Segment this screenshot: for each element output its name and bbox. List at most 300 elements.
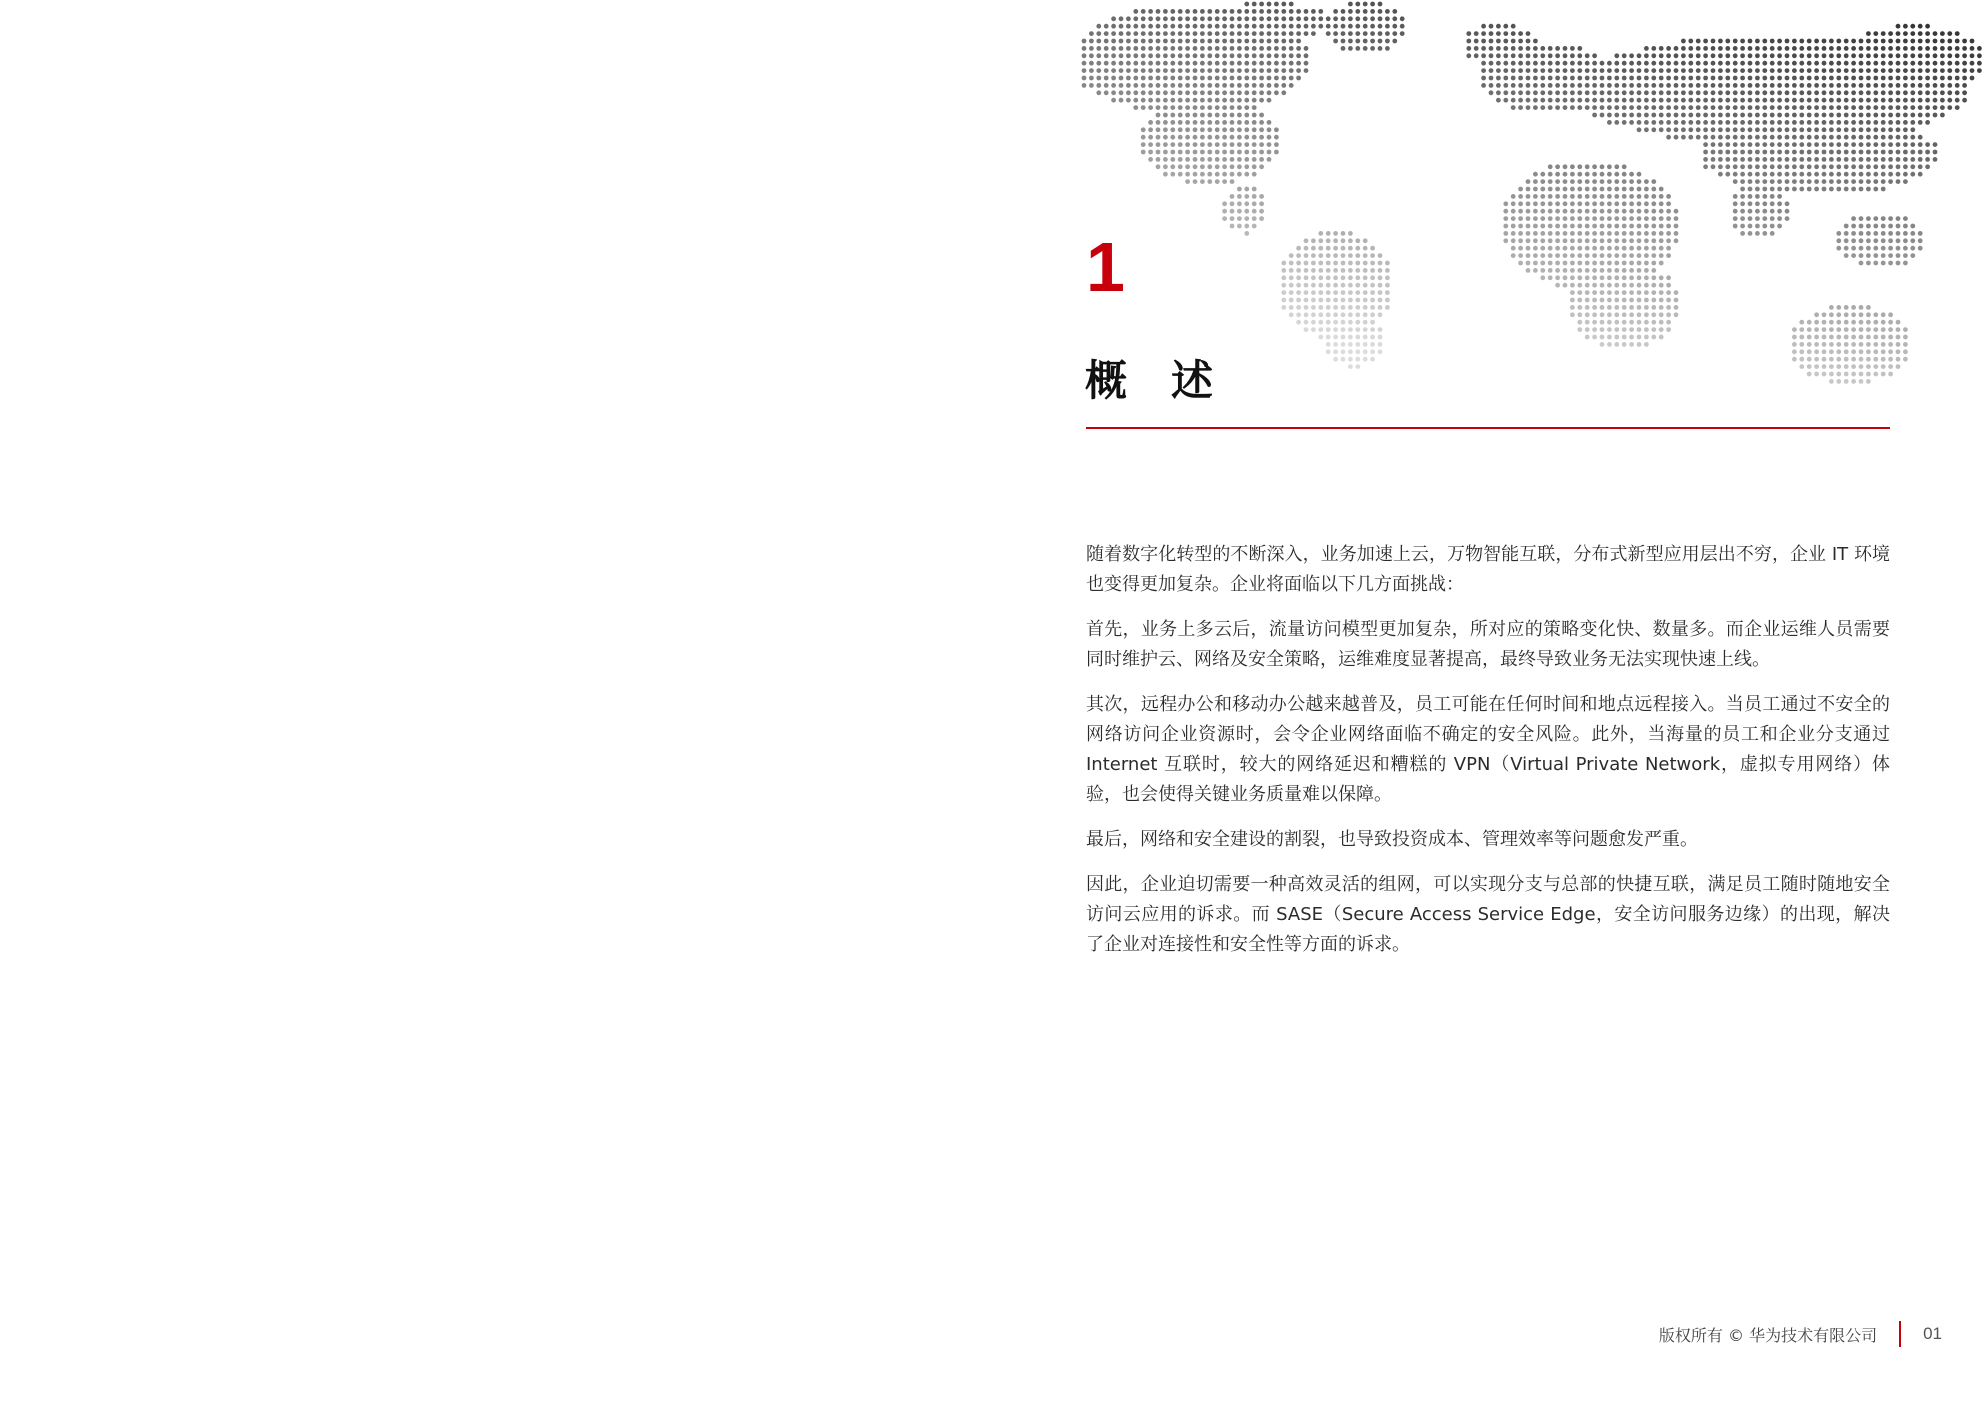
map-dot [1200, 24, 1205, 29]
map-dot [1851, 246, 1856, 251]
map-dot [1614, 290, 1619, 295]
map-dot [1674, 290, 1679, 295]
map-dot [1341, 238, 1346, 243]
map-dot [1096, 68, 1101, 73]
map-dot [1104, 68, 1109, 73]
map-dot [1304, 253, 1309, 258]
map-dot [1888, 335, 1893, 340]
map-dot [1237, 105, 1242, 110]
map-dot [1548, 253, 1553, 258]
map-dot [1577, 90, 1582, 95]
map-dot [1910, 157, 1915, 162]
map-dot [1526, 224, 1531, 229]
map-dot [1370, 39, 1375, 44]
map-dot [1622, 179, 1627, 184]
map-dot [1563, 105, 1568, 110]
map-dot [1829, 335, 1834, 340]
map-dot [1851, 76, 1856, 81]
map-dot [1378, 261, 1383, 266]
map-dot [1222, 120, 1227, 125]
map-dot [1592, 90, 1597, 95]
map-dot [1770, 76, 1775, 81]
map-dot [1592, 201, 1597, 206]
map-dot [1896, 83, 1901, 88]
paragraph: 首先，业务上多云后，流量访问模型更加复杂，所对应的策略变化快、数量多。而企业运维人员需要同时维护云、网络及安全策略，运维难度显著提高，最终导致业务无法实现快速上线。 [1086, 619, 1890, 670]
map-dot [1207, 16, 1212, 21]
map-dot [1141, 9, 1146, 14]
map-dot [1718, 120, 1723, 125]
map-dot [1822, 312, 1827, 317]
map-dot [1267, 2, 1272, 7]
map-dot [1281, 290, 1286, 295]
map-dot [1540, 238, 1545, 243]
map-dot [1540, 53, 1545, 58]
map-dot [1933, 157, 1938, 162]
map-dot [1555, 231, 1560, 236]
map-dot [1770, 172, 1775, 177]
map-dot [1296, 268, 1301, 273]
map-dot [1244, 90, 1249, 95]
map-dot [1681, 135, 1686, 140]
map-dot [1888, 312, 1893, 317]
map-dot [1230, 142, 1235, 147]
map-dot [1733, 61, 1738, 66]
map-dot [1622, 246, 1627, 251]
map-dot [1378, 253, 1383, 258]
map-dot [1533, 209, 1538, 214]
map-dot [1910, 135, 1915, 140]
map-dot [1622, 261, 1627, 266]
map-dot [1918, 164, 1923, 169]
map-dot [1318, 320, 1323, 325]
map-dot [1252, 53, 1257, 58]
map-dot [1674, 120, 1679, 125]
map-dot [1170, 157, 1175, 162]
map-dot [1873, 364, 1878, 369]
map-dot [1637, 327, 1642, 332]
map-dot [1230, 16, 1235, 21]
map-dot [1570, 305, 1575, 310]
map-dot [1881, 127, 1886, 132]
map-dot [1644, 320, 1649, 325]
map-dot [1496, 68, 1501, 73]
map-dot [1888, 61, 1893, 66]
map-dot [1259, 120, 1264, 125]
map-dot [1859, 142, 1864, 147]
map-dot [1244, 24, 1249, 29]
map-dot [1651, 327, 1656, 332]
map-dot [1333, 312, 1338, 317]
map-dot [1200, 142, 1205, 147]
map-dot [1851, 135, 1856, 140]
map-dot [1859, 90, 1864, 95]
map-dot [1903, 224, 1908, 229]
map-dot [1363, 335, 1368, 340]
map-dot [1622, 298, 1627, 303]
map-dot [1933, 76, 1938, 81]
map-dot [1156, 150, 1161, 155]
map-dot [1178, 120, 1183, 125]
map-dot [1185, 142, 1190, 147]
map-dot [1755, 150, 1760, 155]
map-dot [1355, 46, 1360, 51]
map-dot [1607, 187, 1612, 192]
map-dot [1629, 187, 1634, 192]
map-dot [1163, 83, 1168, 88]
map-dot [1244, 98, 1249, 103]
map-dot [1644, 127, 1649, 132]
map-dot [1252, 142, 1257, 147]
map-dot [1777, 157, 1782, 162]
map-dot [1718, 157, 1723, 162]
map-dot [1237, 31, 1242, 36]
map-dot [1792, 120, 1797, 125]
map-dot [1844, 224, 1849, 229]
map-dot [1622, 283, 1627, 288]
map-dot [1644, 261, 1649, 266]
map-dot [1740, 90, 1745, 95]
map-dot [1859, 246, 1864, 251]
map-dot [1637, 201, 1642, 206]
map-dot [1222, 61, 1227, 66]
map-dot [1600, 335, 1605, 340]
map-dot [1666, 53, 1671, 58]
map-dot [1859, 113, 1864, 118]
map-dot [1230, 179, 1235, 184]
map-dot [1370, 46, 1375, 51]
map-dot [1222, 209, 1227, 214]
map-dot [1548, 46, 1553, 51]
map-dot [1903, 53, 1908, 58]
map-dot [1896, 261, 1901, 266]
map-dot [1148, 68, 1153, 73]
map-dot [1799, 39, 1804, 44]
map-dot [1281, 2, 1286, 7]
map-dot [1518, 231, 1523, 236]
map-dot [1200, 61, 1205, 66]
map-dot [1688, 120, 1693, 125]
map-dot [1696, 98, 1701, 103]
map-dot [1762, 209, 1767, 214]
map-dot [1836, 98, 1841, 103]
map-dot [1207, 9, 1212, 14]
map-dot [1200, 98, 1205, 103]
map-dot [1141, 31, 1146, 36]
map-dot [1836, 231, 1841, 236]
map-dot [1896, 342, 1901, 347]
map-dot [1577, 61, 1582, 66]
map-dot [1933, 83, 1938, 88]
map-dot [1311, 298, 1316, 303]
map-dot [1844, 372, 1849, 377]
map-dot [1814, 372, 1819, 377]
map-dot [1348, 268, 1353, 273]
map-dot [1363, 327, 1368, 332]
map-dot [1896, 320, 1901, 325]
map-dot [1896, 142, 1901, 147]
map-dot [1703, 164, 1708, 169]
map-dot [1755, 157, 1760, 162]
map-dot [1888, 164, 1893, 169]
map-dot [1851, 172, 1856, 177]
map-dot [1163, 39, 1168, 44]
map-dot [1762, 68, 1767, 73]
map-dot [1866, 83, 1871, 88]
map-dot [1363, 357, 1368, 362]
map-dot [1548, 179, 1553, 184]
map-dot [1178, 53, 1183, 58]
map-dot [1614, 275, 1619, 280]
map-dot [1651, 231, 1656, 236]
map-dot [1725, 105, 1730, 110]
map-dot [1644, 224, 1649, 229]
map-dot [1600, 201, 1605, 206]
map-dot [1814, 349, 1819, 354]
map-dot [1873, 150, 1878, 155]
map-dot [1903, 98, 1908, 103]
map-dot [1607, 120, 1612, 125]
map-dot [1333, 327, 1338, 332]
map-dot [1400, 24, 1405, 29]
map-dot [1570, 238, 1575, 243]
map-dot [1799, 364, 1804, 369]
map-dot [1933, 98, 1938, 103]
map-dot [1355, 275, 1360, 280]
map-dot [1577, 105, 1582, 110]
map-dot [1792, 127, 1797, 132]
map-dot [1193, 127, 1198, 132]
map-dot [1274, 61, 1279, 66]
map-dot [1637, 120, 1642, 125]
map-dot [1489, 61, 1494, 66]
map-dot [1666, 238, 1671, 243]
map-dot [1851, 379, 1856, 384]
map-dot [1252, 24, 1257, 29]
map-dot [1341, 31, 1346, 36]
map-dot [1222, 113, 1227, 118]
map-dot [1585, 224, 1590, 229]
map-dot [1851, 216, 1856, 221]
map-dot [1910, 224, 1915, 229]
map-dot [1792, 327, 1797, 332]
map-dot [1526, 105, 1531, 110]
map-dot [1836, 164, 1841, 169]
map-dot [1659, 253, 1664, 258]
map-dot [1252, 194, 1257, 199]
map-dot [1748, 98, 1753, 103]
map-dot [1962, 39, 1967, 44]
map-dot [1755, 76, 1760, 81]
map-dot [1799, 150, 1804, 155]
map-dot [1185, 150, 1190, 155]
map-dot [1785, 120, 1790, 125]
map-dot [1666, 305, 1671, 310]
map-dot [1614, 120, 1619, 125]
map-dot [1318, 283, 1323, 288]
map-dot [1903, 164, 1908, 169]
map-dot [1548, 275, 1553, 280]
map-dot [1614, 327, 1619, 332]
map-dot [1881, 349, 1886, 354]
map-dot [1466, 31, 1471, 36]
map-dot [1096, 90, 1101, 95]
map-dot [1207, 46, 1212, 51]
map-dot [1156, 61, 1161, 66]
map-dot [1836, 127, 1841, 132]
map-dot [1637, 53, 1642, 58]
map-dot [1733, 105, 1738, 110]
map-dot [1651, 90, 1656, 95]
map-dot [1637, 90, 1642, 95]
map-dot [1940, 76, 1945, 81]
map-dot [1141, 39, 1146, 44]
map-dot [1148, 24, 1153, 29]
map-dot [1244, 105, 1249, 110]
map-dot [1711, 127, 1716, 132]
map-dot [1370, 2, 1375, 7]
map-dot [1651, 194, 1656, 199]
map-dot [1814, 127, 1819, 132]
map-dot [1252, 120, 1257, 125]
map-dot [1822, 68, 1827, 73]
map-dot [1193, 113, 1198, 118]
map-dot [1748, 61, 1753, 66]
map-dot [1207, 172, 1212, 177]
map-dot [1733, 76, 1738, 81]
map-dot [1770, 164, 1775, 169]
map-dot [1725, 53, 1730, 58]
map-dot [1466, 39, 1471, 44]
map-dot [1481, 76, 1486, 81]
map-dot [1822, 105, 1827, 110]
map-dot [1163, 142, 1168, 147]
map-dot [1688, 53, 1693, 58]
map-dot [1244, 216, 1249, 221]
map-dot [1207, 83, 1212, 88]
map-dot [1629, 68, 1634, 73]
map-dot [1296, 298, 1301, 303]
map-dot [1326, 342, 1331, 347]
map-dot [1289, 61, 1294, 66]
map-dot [1311, 275, 1316, 280]
map-dot [1807, 342, 1812, 347]
map-dot [1740, 76, 1745, 81]
map-dot [1267, 142, 1272, 147]
map-dot [1896, 98, 1901, 103]
map-dot [1104, 83, 1109, 88]
map-dot [1896, 68, 1901, 73]
map-dot [1688, 113, 1693, 118]
map-dot [1311, 290, 1316, 295]
map-dot [1237, 68, 1242, 73]
map-dot [1807, 172, 1812, 177]
map-dot [1814, 164, 1819, 169]
map-dot [1252, 164, 1257, 169]
map-dot [1792, 113, 1797, 118]
map-dot [1644, 327, 1649, 332]
map-dot [1378, 305, 1383, 310]
map-dot [1170, 113, 1175, 118]
map-dot [1592, 335, 1597, 340]
map-dot [1644, 231, 1649, 236]
map-dot [1540, 216, 1545, 221]
map-dot [1910, 31, 1915, 36]
map-dot [1533, 172, 1538, 177]
map-dot [1496, 53, 1501, 58]
map-dot [1622, 290, 1627, 295]
map-dot [1733, 157, 1738, 162]
map-dot [1629, 253, 1634, 258]
map-dot [1259, 16, 1264, 21]
map-dot [1326, 312, 1331, 317]
map-dot [1770, 53, 1775, 58]
map-dot [1881, 238, 1886, 243]
map-dot [1792, 164, 1797, 169]
map-dot [1585, 327, 1590, 332]
map-dot [1585, 201, 1590, 206]
map-dot [1318, 238, 1323, 243]
map-dot [1318, 9, 1323, 14]
map-dot [1207, 53, 1212, 58]
map-dot [1651, 98, 1656, 103]
map-dot [1555, 61, 1560, 66]
map-dot [1762, 224, 1767, 229]
map-dot [1910, 231, 1915, 236]
map-dot [1622, 90, 1627, 95]
map-dot [1311, 305, 1316, 310]
map-dot [1844, 335, 1849, 340]
map-dot [1785, 142, 1790, 147]
map-dot [1873, 231, 1878, 236]
map-dot [1252, 105, 1257, 110]
map-dot [1814, 98, 1819, 103]
map-dot [1230, 164, 1235, 169]
map-dot [1133, 16, 1138, 21]
map-dot [1844, 357, 1849, 362]
map-dot [1563, 238, 1568, 243]
map-dot [1614, 105, 1619, 110]
map-dot [1170, 150, 1175, 155]
map-dot [1614, 76, 1619, 81]
map-dot [1585, 231, 1590, 236]
map-dot [1688, 90, 1693, 95]
map-dot [1600, 68, 1605, 73]
map-dot [1910, 238, 1915, 243]
map-dot [1592, 187, 1597, 192]
map-dot [1896, 105, 1901, 110]
map-dot [1940, 39, 1945, 44]
map-dot [1185, 83, 1190, 88]
map-dot [1859, 320, 1864, 325]
map-dot [1822, 179, 1827, 184]
map-dot [1866, 135, 1871, 140]
map-dot [1955, 61, 1960, 66]
map-dot [1170, 9, 1175, 14]
map-dot [1274, 53, 1279, 58]
map-dot [1518, 105, 1523, 110]
map-dot [1156, 9, 1161, 14]
map-dot [1681, 46, 1686, 51]
map-dot [1829, 179, 1834, 184]
map-dot [1859, 157, 1864, 162]
map-dot [1363, 283, 1368, 288]
map-dot [1082, 61, 1087, 66]
map-dot [1518, 31, 1523, 36]
map-dot [1637, 127, 1642, 132]
map-dot [1762, 98, 1767, 103]
map-dot [1629, 231, 1634, 236]
map-dot [1089, 39, 1094, 44]
